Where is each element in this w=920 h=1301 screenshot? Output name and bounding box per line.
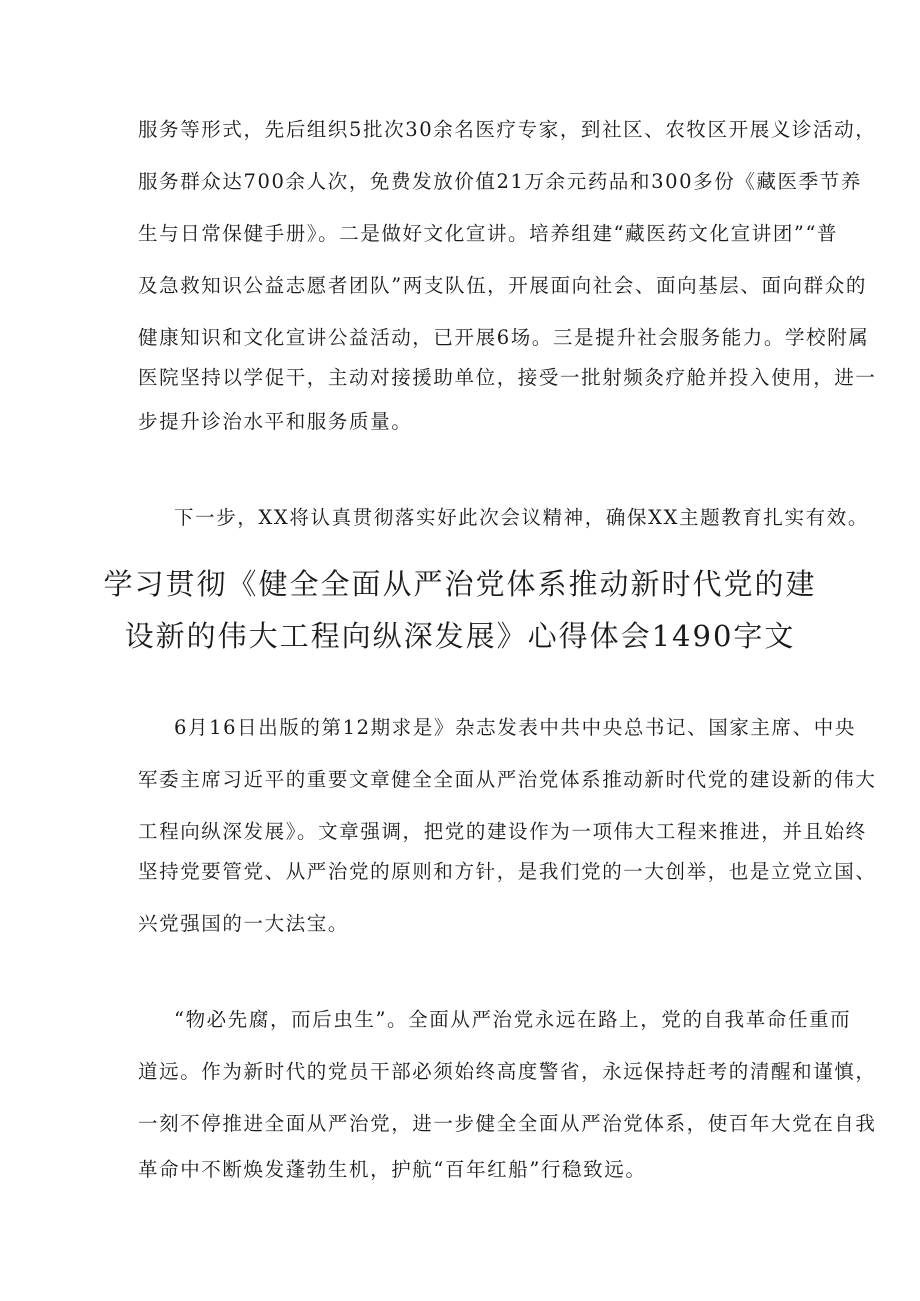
paragraph-line: 服务群众达700余人次，免费发放价值21万余元药品和300多份《藏医季节养: [138, 170, 862, 193]
paragraph-line: 及急救知识公益志愿者团队”两支队伍，开展面向社会、面向基层、面向群众的: [138, 274, 867, 297]
paragraph-line: 医院坚持以学促干，主动对接援助单位，接受一批射频灸疗舱并投入使用，进一: [138, 366, 877, 389]
paragraph-line: 健康知识和文化宣讲公益活动，已开展6场。三是提升社会服务能力。学校附属: [138, 326, 870, 349]
paragraph-line: 革命中不断焕发蓬勃生机，护航“百年红船”行稳致远。: [138, 1158, 647, 1181]
paragraph-line: 军委主席习近平的重要文章健全全面从严治党体系推动新时代党的建设新的伟大: [138, 768, 877, 791]
paragraph-line: 服务等形式，先后组织5批次30余名医疗专家，到社区、农牧区开展义诊活动，: [138, 118, 877, 141]
paragraph-line: 坚持党要管党、从严治党的原则和方针，是我们党的一大创举，也是立党立国、: [138, 860, 877, 883]
paragraph-line: 步提升诊治水平和服务质量。: [138, 410, 413, 433]
title-line: 设新的伟大工程向纵深发展》心得体会1490字文: [124, 619, 796, 653]
paragraph-line: 兴党强国的一大法宝。: [138, 912, 350, 935]
paragraph-line: 生与日常保健手册》。二是做好文化宣讲。培养组建“藏医药文化宣讲团”“普: [138, 222, 839, 245]
paragraph-line: 下一步，XX将认真贯彻落实好此次会议精神，确保XX主题教育扎实有效。: [174, 506, 869, 529]
paragraph-line: 6月16日出版的第12期求是》杂志发表中共中央总书记、国家主席、中央: [174, 716, 856, 739]
paragraph-line: “物必先腐，而后虫生”。全面从严治党永远在路上，党的自我革命任重而: [174, 1008, 852, 1031]
title-line: 学习贯彻《健全全面从严治党体系推动新时代党的建: [103, 567, 817, 601]
paragraph-line: 工程向纵深发展》。文章强调，把党的建设作为一项伟大工程来推进，并且始终: [138, 820, 867, 843]
paragraph-line: 一刻不停推进全面从严治党，进一步健全全面从严治党体系，使百年大党在自我: [138, 1112, 877, 1135]
paragraph-line: 道远。作为新时代的党员干部必须始终高度警省，永远保持赶考的清醒和谨慎，: [138, 1060, 877, 1083]
